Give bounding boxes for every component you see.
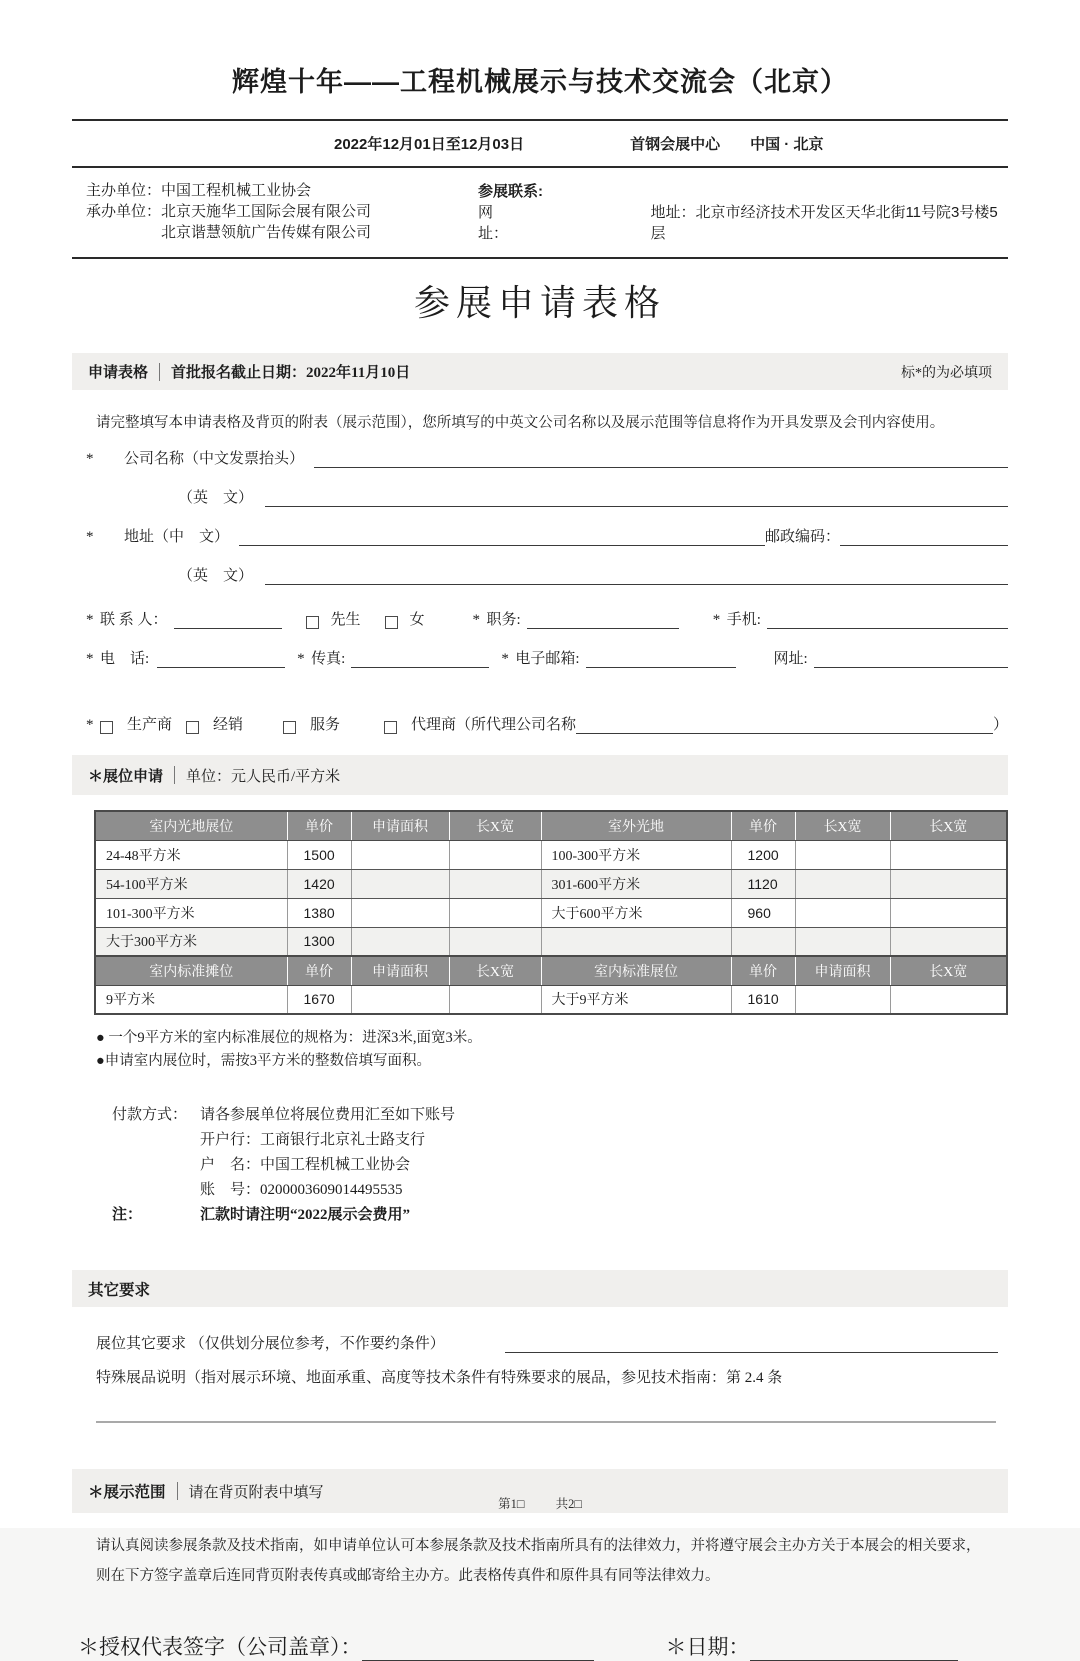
postcode-field[interactable] bbox=[840, 529, 1008, 546]
required-star: * bbox=[86, 451, 94, 467]
required-star: * bbox=[86, 717, 94, 733]
mobile-field[interactable] bbox=[767, 612, 1008, 629]
organizer-list bbox=[86, 180, 468, 243]
other-section-bar bbox=[72, 1270, 1008, 1307]
form-title: 参展申请表格 bbox=[413, 283, 666, 323]
payment-method-line bbox=[112, 1103, 1008, 1128]
apply-deadline: 首批报名截止日期：2022年11月10日 bbox=[171, 365, 411, 381]
scope-bar-label: ＊展示范围 bbox=[88, 1484, 166, 1501]
bar-divider bbox=[174, 766, 175, 784]
mr-label: 先生 bbox=[330, 612, 361, 628]
table-cell: 101-300平方米 bbox=[95, 898, 287, 927]
table-cell: 1300 bbox=[287, 927, 351, 956]
date-field[interactable] bbox=[750, 1637, 958, 1661]
table-header-cell: 单价 bbox=[731, 956, 795, 985]
table-input-cell[interactable] bbox=[449, 985, 541, 1014]
payment-method-text: 请各参展单位将展位费用汇至如下账号 bbox=[200, 1107, 456, 1123]
contact-person-label: 联 系 人： bbox=[100, 612, 168, 628]
mobile-label: 手机: bbox=[726, 612, 761, 628]
agent-label-close: ） bbox=[992, 717, 1008, 733]
booth-section-bar bbox=[72, 755, 1008, 795]
signature-label: ＊授权代表签字（公司盖章）： bbox=[78, 1635, 362, 1659]
payment-bank-line: 开户行：工商银行北京礼士路支行 bbox=[200, 1132, 426, 1148]
company-cn-field[interactable] bbox=[314, 451, 1008, 468]
divider bbox=[72, 257, 1008, 259]
table-header-cell: 室内标准展位 bbox=[541, 956, 731, 985]
table-cell: 54-100平方米 bbox=[95, 869, 287, 898]
table-header-cell: 长X宽 bbox=[449, 811, 541, 840]
booth-table-header-2 bbox=[95, 956, 1007, 985]
other-requirements bbox=[96, 1331, 998, 1387]
signature-field[interactable] bbox=[362, 1637, 594, 1661]
table-header-cell: 长X宽 bbox=[890, 956, 1007, 985]
address-cn-row bbox=[86, 528, 1008, 546]
company-en-field[interactable] bbox=[265, 490, 1008, 507]
table-input-cell[interactable] bbox=[449, 840, 541, 869]
table-input-cell[interactable] bbox=[731, 927, 795, 956]
producer-checkbox[interactable] bbox=[100, 721, 113, 734]
payment-note-text: 汇款时请注明“2022展示会费用” bbox=[200, 1207, 411, 1223]
event-venue: 首钢会展中心 bbox=[630, 136, 721, 153]
organizer-block bbox=[72, 168, 1008, 257]
website-label: 网址： bbox=[478, 204, 509, 242]
table-header-cell: 申请面积 bbox=[351, 811, 449, 840]
table-cell: 1500 bbox=[287, 840, 351, 869]
table-cell: 1670 bbox=[287, 985, 351, 1014]
header-row bbox=[95, 811, 1007, 840]
payment-block bbox=[112, 1103, 1008, 1228]
page-number-total: 共2□ bbox=[555, 1497, 582, 1511]
ms-checkbox[interactable] bbox=[385, 616, 398, 629]
web-label: 网址: bbox=[773, 651, 808, 667]
table-input-cell[interactable] bbox=[351, 898, 449, 927]
exhibit-contact-label: 参展联系: bbox=[478, 183, 543, 200]
co-organizer-name-1: 北京天施华工国际会展有限公司 bbox=[161, 203, 372, 220]
address-cn-field[interactable] bbox=[239, 529, 765, 546]
payment-account-no-line: 账 号：0200003609014495535 bbox=[200, 1182, 403, 1198]
signature-row bbox=[78, 1631, 1008, 1661]
address-cn-label: 地址（中 文） bbox=[124, 529, 230, 545]
table-cell: 1610 bbox=[731, 985, 795, 1014]
apply-bar-label: 申请表格 bbox=[88, 365, 149, 381]
address-text: 地址：北京市经济技术开发区天华北街11号院3号楼5层 bbox=[650, 204, 998, 242]
agreement-paragraph: 请认真阅读参展条款及技术指南，如申请单位认可本参展条款及技术指南所具有的法律效力，并将遵守展会主办方关于本展会的相关要求，则在下方签字盖章后连同背页附表传真或邮寄给主办方。此表格传真件和原件具有同等法律效力。 bbox=[96, 1538, 981, 1584]
organizer-name: 中国工程机械工业协会 bbox=[161, 182, 312, 199]
table-cell: 1420 bbox=[287, 869, 351, 898]
header-row bbox=[95, 956, 1007, 985]
table-header-cell: 长X宽 bbox=[449, 956, 541, 985]
company-en-row bbox=[86, 489, 1008, 507]
event-location: 中国 · 北京 bbox=[750, 136, 824, 153]
table-input-cell[interactable] bbox=[795, 985, 890, 1014]
table-header-cell: 申请面积 bbox=[795, 956, 890, 985]
table-input-cell[interactable] bbox=[351, 927, 449, 956]
table-cell: 大于9平方米 bbox=[541, 985, 731, 1014]
booth-note-1: ● 一个9平方米的室内标准展位的规格为：进深3米,面宽3米。 bbox=[96, 1030, 482, 1046]
job-label: 职务: bbox=[486, 612, 521, 628]
booth-bar-unit: 单位：元人民币/平方米 bbox=[186, 768, 341, 785]
table-input-cell[interactable] bbox=[449, 869, 541, 898]
table-input-cell[interactable] bbox=[351, 840, 449, 869]
table-cell: 1380 bbox=[287, 898, 351, 927]
table-header-cell: 室内标准摊位 bbox=[95, 956, 287, 985]
contact-bottom-row bbox=[478, 201, 1008, 243]
booth-table-body-2 bbox=[95, 985, 1007, 1014]
special-exhibit-row bbox=[96, 1365, 998, 1387]
service-checkbox[interactable] bbox=[283, 721, 296, 734]
special-exhibit-label: 特殊展品说明（指对展示环境、地面承重、高度等技术条件有特殊要求的展品，参见技术指南：第 2.4 条 bbox=[96, 1370, 783, 1386]
postcode-label: 邮政编码： bbox=[764, 529, 840, 545]
contact-person-row bbox=[86, 611, 1008, 629]
company-cn-row bbox=[86, 450, 1008, 468]
table-cell: 大于300平方米 bbox=[95, 927, 287, 956]
payment-method-label: 付款方式： bbox=[112, 1107, 188, 1123]
table-input-cell[interactable] bbox=[795, 898, 890, 927]
contact-block bbox=[468, 180, 1008, 243]
date-part bbox=[666, 1631, 958, 1661]
booth-note-2: ●申请室内展位时，需按3平方米的整数倍填写面积。 bbox=[96, 1053, 432, 1069]
ms-label: 女 bbox=[409, 612, 425, 628]
required-star: * bbox=[501, 651, 509, 667]
booth-bar-label: ＊展位申请 bbox=[88, 768, 164, 785]
table-input-cell[interactable] bbox=[795, 840, 890, 869]
form-fields bbox=[86, 450, 1008, 734]
table-input-cell[interactable] bbox=[795, 927, 890, 956]
booth-table-header-1 bbox=[95, 811, 1007, 840]
co-organizer-label: 承办单位： bbox=[86, 203, 162, 220]
booth-price-table bbox=[94, 810, 1008, 1015]
required-star: * bbox=[472, 612, 481, 628]
mr-checkbox[interactable] bbox=[306, 616, 319, 629]
producer-label: 生产商 bbox=[127, 717, 173, 733]
table-cell: 960 bbox=[731, 898, 795, 927]
apply-section-bar bbox=[72, 353, 1008, 390]
company-type-row bbox=[86, 716, 1008, 734]
table-header-cell: 室内光地展位 bbox=[95, 811, 287, 840]
company-cn-label: 公司名称（中文发票抬头） bbox=[124, 451, 305, 467]
company-en-label: （英 文） bbox=[178, 490, 254, 506]
table-header-cell: 室外光地 bbox=[541, 811, 731, 840]
payment-note-line bbox=[112, 1203, 1008, 1228]
service-label: 服务 bbox=[310, 717, 341, 733]
dealer-checkbox[interactable] bbox=[186, 721, 199, 734]
required-star: * bbox=[297, 651, 305, 667]
agent-label: 代理商（所代理公司名称 bbox=[411, 717, 577, 733]
other-requirement-field[interactable] bbox=[505, 1336, 998, 1353]
scope-bar-note: 请在背页附表中填写 bbox=[188, 1484, 324, 1501]
intro-paragraph: 请完整填写本申请表格及背页的附表（展示范围），您所填写的中英文公司名称以及展示范围等信息将作为开具发票及会刊内容使用。 bbox=[96, 415, 945, 431]
special-exhibit-field[interactable] bbox=[96, 1421, 996, 1423]
required-note: 标*的为必填项 bbox=[901, 365, 992, 381]
table-cell: 1120 bbox=[731, 869, 795, 898]
event-info-row bbox=[72, 121, 1008, 166]
table-row bbox=[95, 898, 1007, 927]
web-field[interactable] bbox=[814, 651, 1008, 668]
table-cell: 9平方米 bbox=[95, 985, 287, 1014]
table-input-cell[interactable] bbox=[890, 840, 1007, 869]
agent-company-field[interactable] bbox=[576, 717, 993, 734]
job-field[interactable] bbox=[527, 612, 679, 629]
table-cell: 大于600平方米 bbox=[541, 898, 731, 927]
fax-field[interactable] bbox=[351, 651, 489, 668]
fax-label: 传真: bbox=[311, 651, 346, 667]
table-cell: 301-600平方米 bbox=[541, 869, 731, 898]
address-en-field[interactable] bbox=[265, 568, 1008, 585]
date-label: ＊日期： bbox=[665, 1635, 750, 1659]
table-input-cell[interactable] bbox=[890, 927, 1007, 956]
table-input-cell[interactable] bbox=[449, 927, 541, 956]
table-input-cell[interactable] bbox=[449, 898, 541, 927]
table-cell: 24-48平方米 bbox=[95, 840, 287, 869]
page-footer bbox=[0, 1494, 1080, 1512]
other-requirement-row bbox=[96, 1331, 998, 1353]
organizer-line bbox=[86, 180, 468, 201]
event-dates: 2022年12月01日至12月03日 bbox=[334, 136, 525, 153]
table-cell: 100-300平方米 bbox=[541, 840, 731, 869]
email-field[interactable] bbox=[586, 651, 736, 668]
table-input-cell[interactable] bbox=[890, 898, 1007, 927]
table-row bbox=[95, 985, 1007, 1014]
booth-table-body-1 bbox=[95, 840, 1007, 956]
phone-row bbox=[86, 650, 1008, 668]
payment-note-label: 注： bbox=[112, 1207, 143, 1223]
table-input-cell[interactable] bbox=[890, 869, 1007, 898]
table-header-cell: 单价 bbox=[287, 956, 351, 985]
dealer-label: 经销 bbox=[213, 717, 244, 733]
table-input-cell[interactable] bbox=[351, 985, 449, 1014]
agent-checkbox[interactable] bbox=[384, 721, 397, 734]
bar-divider bbox=[159, 363, 160, 381]
required-star: * bbox=[86, 529, 94, 545]
table-input-cell[interactable] bbox=[351, 869, 449, 898]
table-input-cell[interactable] bbox=[541, 927, 731, 956]
table-input-cell[interactable] bbox=[890, 985, 1007, 1014]
table-row bbox=[95, 869, 1007, 898]
co-organizer-name-2: 北京谐慧领航广告传媒有限公司 bbox=[161, 224, 372, 241]
table-header-cell: 长X宽 bbox=[890, 811, 1007, 840]
table-input-cell[interactable] bbox=[795, 869, 890, 898]
organizer-label: 主办单位： bbox=[86, 182, 162, 199]
required-star: * bbox=[86, 651, 94, 667]
booth-notes bbox=[96, 1027, 1008, 1073]
email-label: 电子邮箱: bbox=[515, 651, 580, 667]
required-star: * bbox=[86, 612, 94, 628]
page-number-current: 第1□ bbox=[498, 1497, 525, 1511]
payment-account-name-line: 户 名：中国工程机械工业协会 bbox=[200, 1157, 411, 1173]
other-bar-label: 其它要求 bbox=[88, 1281, 151, 1299]
table-row bbox=[95, 927, 1007, 956]
apply-bar-left bbox=[88, 361, 410, 382]
address-en-label: （英 文） bbox=[178, 568, 254, 584]
table-header-cell: 申请面积 bbox=[351, 956, 449, 985]
table-row bbox=[95, 840, 1007, 869]
table-header-cell: 单价 bbox=[287, 811, 351, 840]
address-en-row bbox=[86, 567, 1008, 585]
table-header-cell: 单价 bbox=[731, 811, 795, 840]
phone-field[interactable] bbox=[157, 651, 285, 668]
other-requirement-label: 展位其它要求 （仅供划分展位参考，不作要约条件） bbox=[96, 1336, 445, 1352]
required-star: * bbox=[712, 612, 721, 628]
table-header-cell: 长X宽 bbox=[795, 811, 890, 840]
event-title: 辉煌十年——工程机械展示与技术交流会（北京） bbox=[232, 67, 848, 97]
contact-person-field[interactable] bbox=[174, 612, 282, 629]
table-cell: 1200 bbox=[731, 840, 795, 869]
phone-label: 电 话: bbox=[100, 651, 150, 667]
co-organizer-line bbox=[86, 201, 468, 222]
